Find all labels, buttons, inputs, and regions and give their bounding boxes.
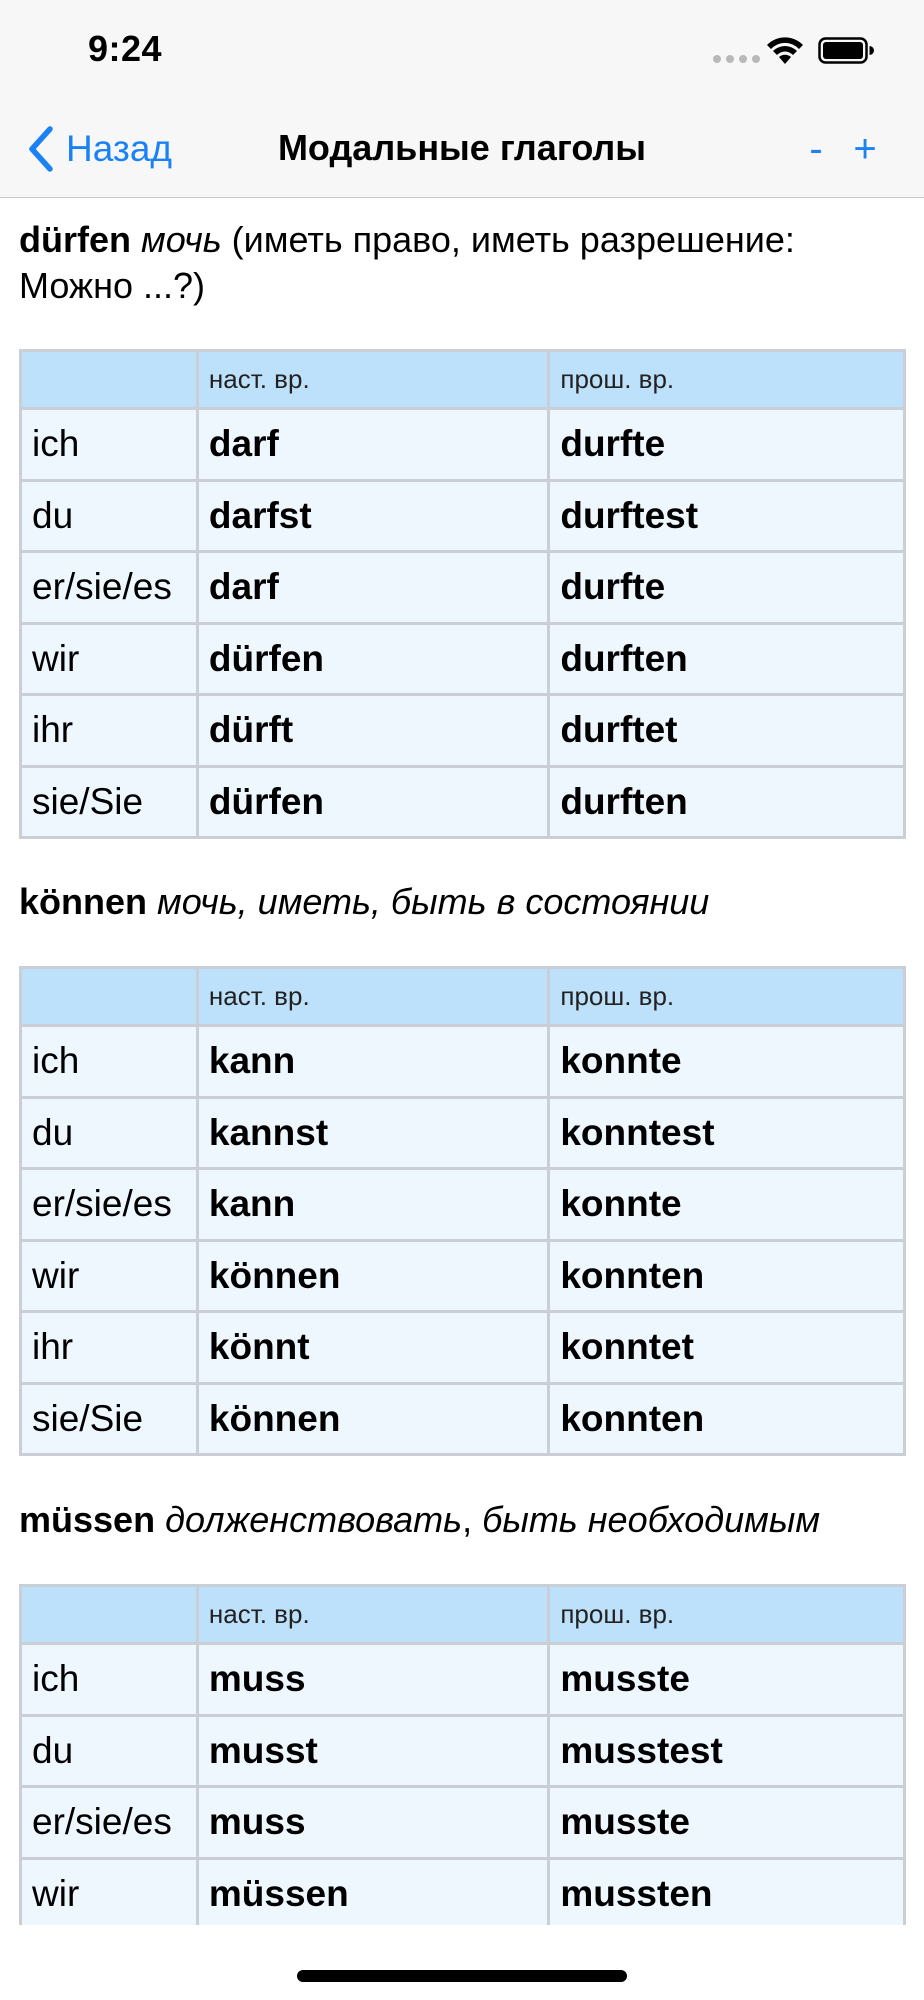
increase-font-button[interactable]: + <box>853 126 877 171</box>
present-cell: dürft <box>197 695 548 767</box>
present-cell: können <box>197 1240 548 1312</box>
table-row <box>21 480 905 552</box>
present-cell: darfst <box>197 480 548 552</box>
header-past: прош. вр. <box>549 351 905 409</box>
pronoun-cell: wir <box>21 623 198 695</box>
past-cell: konnten <box>549 1240 905 1312</box>
table-row <box>21 766 905 838</box>
verb-meaning-secondary: быть необходимым <box>482 1499 821 1540</box>
present-cell: muss <box>197 1787 548 1859</box>
pronoun-cell: sie/Sie <box>21 1383 198 1455</box>
home-indicator-area <box>0 1925 924 2000</box>
past-cell: durftet <box>549 695 905 767</box>
table-row <box>21 1240 905 1312</box>
header-present: наст. вр. <box>197 1586 548 1644</box>
back-label: Назад <box>66 128 173 169</box>
past-cell: durften <box>549 623 905 695</box>
table-row <box>21 1858 905 1925</box>
past-cell: musste <box>549 1787 905 1859</box>
verb-meaning-separator: , <box>462 1499 483 1540</box>
pronoun-cell: wir <box>21 1240 198 1312</box>
past-cell: konntet <box>549 1312 905 1384</box>
past-cell: konnten <box>549 1383 905 1455</box>
past-cell: durfte <box>549 409 905 481</box>
table-row <box>21 1312 905 1384</box>
pronoun-cell: du <box>21 1715 198 1787</box>
verb-name: dürfen <box>19 219 131 260</box>
header-present: наст. вр. <box>197 968 548 1026</box>
verb-meaning: мочь <box>141 219 222 260</box>
pronoun-cell: du <box>21 1097 198 1169</box>
pronoun-cell: er/sie/es <box>21 552 198 624</box>
verb-name: müssen <box>19 1499 156 1540</box>
present-cell: muss <box>197 1644 548 1716</box>
verb-heading-durfen <box>19 217 899 309</box>
past-cell: durftest <box>549 480 905 552</box>
past-cell: konntest <box>549 1097 905 1169</box>
present-cell: kann <box>197 1026 548 1098</box>
table-row <box>21 409 905 481</box>
content-scroll-area[interactable] <box>0 199 924 1925</box>
pronoun-cell: ich <box>21 1644 198 1716</box>
page-title: Модальные глаголы <box>277 127 647 168</box>
status-bar <box>0 0 924 100</box>
present-cell: könnt <box>197 1312 548 1384</box>
table-header-row <box>21 351 905 409</box>
verb-heading-konnen <box>19 879 899 925</box>
present-cell: dürfen <box>197 623 548 695</box>
present-cell: musst <box>197 1715 548 1787</box>
past-cell: konnte <box>549 1026 905 1098</box>
table-header-row <box>21 968 905 1026</box>
present-cell: müssen <box>197 1858 548 1925</box>
pronoun-cell: ich <box>21 1026 198 1098</box>
table-row <box>21 552 905 624</box>
cellular-signal-icon <box>713 55 760 63</box>
table-row <box>21 1787 905 1859</box>
decrease-font-button[interactable]: - <box>809 126 823 171</box>
past-cell: mussten <box>549 1858 905 1925</box>
past-cell: musste <box>549 1644 905 1716</box>
present-cell: kann <box>197 1169 548 1241</box>
past-cell: durften <box>549 766 905 838</box>
wifi-icon <box>764 34 806 66</box>
table-header-row <box>21 1586 905 1644</box>
present-cell: kannst <box>197 1097 548 1169</box>
pronoun-cell: ihr <box>21 1312 198 1384</box>
present-cell: dürfen <box>197 766 548 838</box>
header-empty <box>21 968 198 1026</box>
conjugation-table-durfen <box>19 349 906 839</box>
conjugation-table-konnen <box>19 966 906 1456</box>
verb-heading-mussen <box>19 1497 899 1543</box>
table-row <box>21 695 905 767</box>
table-row <box>21 1026 905 1098</box>
table-row <box>21 623 905 695</box>
present-cell: können <box>197 1383 548 1455</box>
past-cell: konnte <box>549 1169 905 1241</box>
table-row <box>21 1169 905 1241</box>
pronoun-cell: sie/Sie <box>21 766 198 838</box>
pronoun-cell: wir <box>21 1858 198 1925</box>
past-cell: durfte <box>549 552 905 624</box>
navigation-bar <box>0 100 924 198</box>
pronoun-cell: du <box>21 480 198 552</box>
header-past: прош. вр. <box>549 1586 905 1644</box>
header-empty <box>21 351 198 409</box>
present-cell: darf <box>197 552 548 624</box>
pronoun-cell: ich <box>21 409 198 481</box>
battery-icon <box>818 37 874 64</box>
status-time: 9:24 <box>88 28 163 69</box>
verb-meaning: мочь, иметь, быть в состоянии <box>157 881 710 922</box>
table-row <box>21 1644 905 1716</box>
present-cell: darf <box>197 409 548 481</box>
header-past: прош. вр. <box>549 968 905 1026</box>
header-empty <box>21 1586 198 1644</box>
table-row <box>21 1097 905 1169</box>
pronoun-cell: er/sie/es <box>21 1169 198 1241</box>
table-row <box>21 1715 905 1787</box>
past-cell: musstest <box>549 1715 905 1787</box>
pronoun-cell: er/sie/es <box>21 1787 198 1859</box>
home-indicator[interactable] <box>297 1970 627 1982</box>
verb-meaning: долженствовать <box>165 1499 463 1540</box>
verb-meaning-note: (иметь право, иметь разрешение: Можно ...?) <box>19 219 795 306</box>
pronoun-cell: ihr <box>21 695 198 767</box>
conjugation-table-mussen <box>19 1584 906 1925</box>
table-row <box>21 1383 905 1455</box>
header-present: наст. вр. <box>197 351 548 409</box>
verb-name: können <box>19 881 148 922</box>
